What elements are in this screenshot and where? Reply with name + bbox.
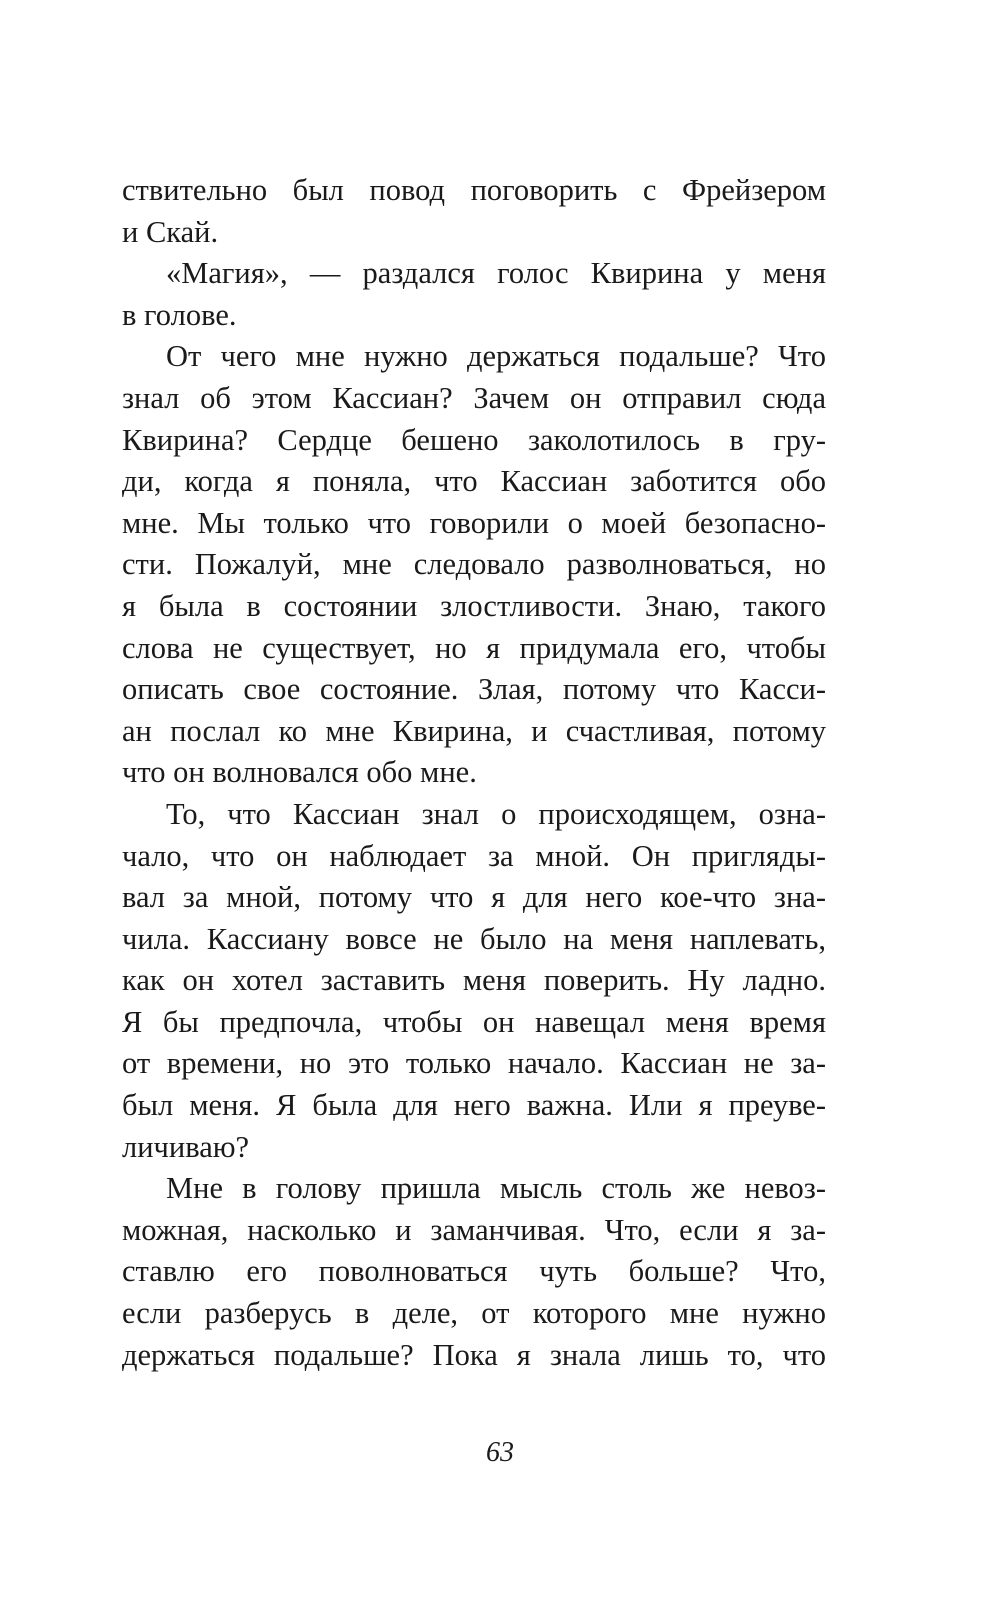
- text-line: слова не существует, но я придумала его, чтобы: [122, 630, 826, 665]
- text-line: Мне в голову пришла мысль столь же невоз-: [166, 1171, 826, 1206]
- text-line: От чего мне нужно держаться подальше? Что: [166, 339, 826, 374]
- text-line: я была в состоянии злостливости. Знаю, такого: [122, 588, 826, 623]
- text-line: если разберусь в деле, от которого мне нужно: [122, 1296, 826, 1331]
- page-number: 63: [486, 1437, 514, 1468]
- text-line: Квирина? Сердце бешено заколотилось в гру-: [122, 422, 826, 457]
- text-line: ствительно был повод поговорить с Фрейзером: [122, 173, 826, 207]
- body-text: [122, 170, 826, 1376]
- text-line: описать свое состояние. Злая, потому что Касси-: [122, 672, 826, 707]
- text-line: от времени, но это только начало. Кассиан не за-: [122, 1046, 826, 1081]
- text-line: мне. Мы только что говорили о моей безопасно-: [122, 505, 826, 540]
- text-line: знал об этом Кассиан? Зачем он отправил сюда: [122, 380, 826, 415]
- text-line: и Скай.: [122, 214, 219, 249]
- text-line: как он хотел заставить меня поверить. Ну ладно.: [122, 963, 826, 998]
- text-line: сти. Пожалуй, мне следовало разволноваться, но: [122, 547, 826, 582]
- text-line: личиваю?: [122, 1129, 250, 1164]
- text-line: «Магия», — раздался голос Квирина у меня: [166, 256, 826, 291]
- text-line: ан послал ко мне Квирина, и счастливая, потому: [122, 713, 826, 748]
- text-line: чила. Кассиану вовсе не было на меня наплевать,: [122, 921, 826, 956]
- text-line: можная, насколько и заманчивая. Что, если я за-: [122, 1212, 826, 1247]
- text-line: в голове.: [122, 297, 237, 332]
- text-line: держаться подальше? Пока я знала лишь то, что: [122, 1337, 826, 1372]
- text-line: вал за мной, потому что я для него кое-что зна-: [122, 880, 826, 915]
- text-line: ставлю его поволноваться чуть больше? Что,: [122, 1254, 826, 1289]
- text-line: что он волновался обо мне.: [122, 755, 477, 790]
- text-line: То, что Кассиан знал о происходящем, озна-: [166, 796, 826, 831]
- text-line: ди, когда я поняла, что Кассиан заботится обо: [122, 464, 826, 499]
- text-line: был меня. Я была для него важна. Или я преуве-: [122, 1088, 826, 1123]
- text-line: Я бы предпочла, чтобы он навещал меня время: [122, 1004, 826, 1039]
- text-line: чало, что он наблюдает за мной. Он пригляды-: [122, 838, 826, 873]
